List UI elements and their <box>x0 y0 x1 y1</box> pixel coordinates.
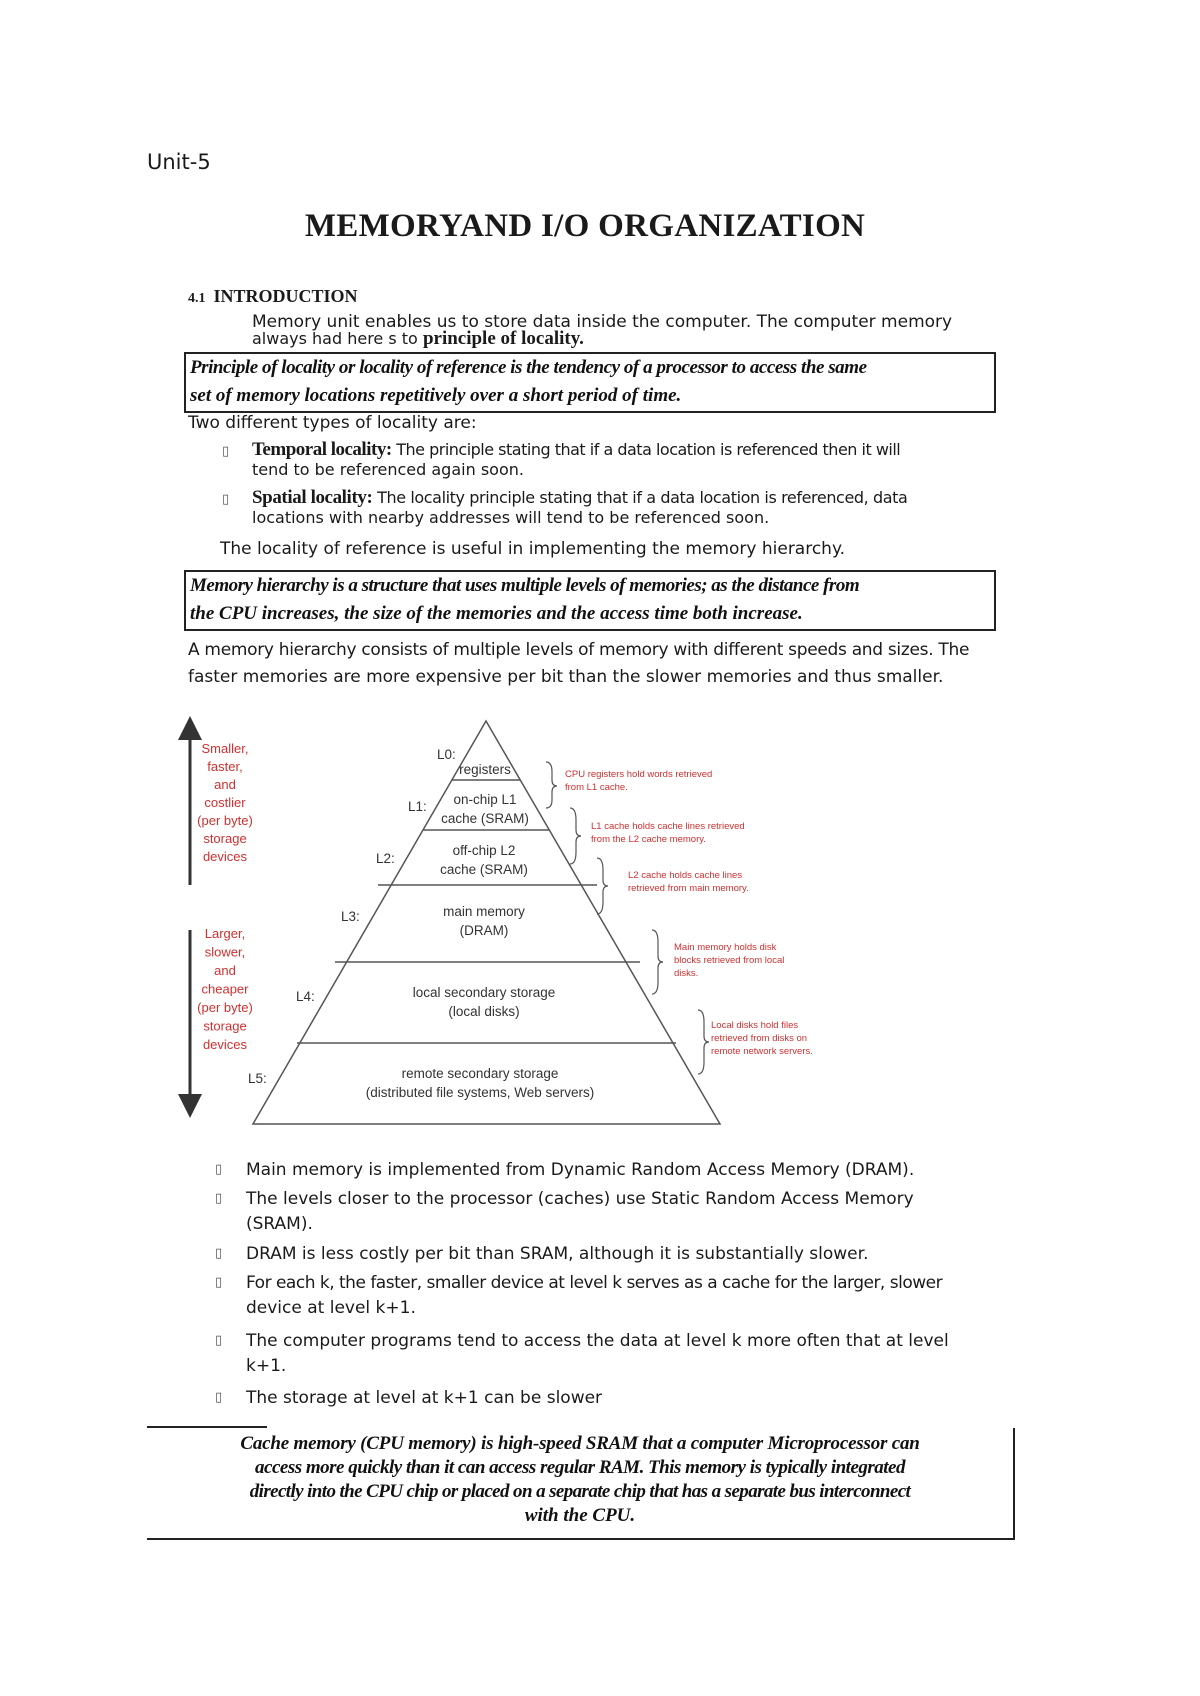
brace <box>570 808 581 864</box>
list-item <box>246 1386 602 1411</box>
spatial-locality-text-2: locations with nearby addresses will tend to be referenced soon. <box>252 508 770 527</box>
hierarchy-paragraph-line: A memory hierarchy consists of multiple levels of memory with different speeds and sizes. The <box>188 640 970 660</box>
principle-of-locality-term: principle of locality. <box>422 328 584 349</box>
level-note: CPU registers hold words retrieved <box>565 769 713 780</box>
cache-definition-line: directly into the CPU chip or placed on a separate chip that has a separate bus interconnect <box>249 1481 911 1502</box>
level-label: cache (SRAM) <box>440 862 528 877</box>
level-note: L1 cache holds cache lines retrieved <box>591 821 745 832</box>
cache-definition-line: access more quickly than it can access regular RAM. This memory is typically integrated <box>255 1457 905 1478</box>
cache-definition-line: with the CPU. <box>524 1505 636 1526</box>
bullet-icon: ▯ <box>215 1246 223 1261</box>
bullet-icon: ▯ <box>215 1275 223 1290</box>
temporal-locality-term: Temporal locality: <box>252 439 392 460</box>
bullet-icon: ▯ <box>215 1333 223 1348</box>
list-item-line: (SRAM). <box>246 1214 313 1234</box>
level-note: retrieved from disks on <box>711 1033 808 1044</box>
level-note: from L1 cache. <box>565 782 628 793</box>
level-label: on-chip L1 <box>453 792 517 807</box>
list-item-line: device at level k+1. <box>246 1298 416 1318</box>
list-item <box>246 1187 914 1237</box>
brace <box>597 858 608 914</box>
level-label: (local disks) <box>448 1004 520 1019</box>
list-item-line: DRAM is less costly per bit than SRAM, although it is substantially slower. <box>246 1244 869 1264</box>
left-caption-bottom-line: storage <box>203 1018 247 1034</box>
left-caption-top-line: storage <box>203 831 247 846</box>
hierarchy-paragraph-line: faster memories are more expensive per bit than the slower memories and thus smaller. <box>188 667 944 687</box>
page-title: MEMORYAND I/O ORGANIZATION <box>304 208 866 244</box>
level-note: remote network servers. <box>711 1046 813 1057</box>
level-label: cache (SRAM) <box>441 811 529 826</box>
list-item-line: Main memory is implemented from Dynamic Random Access Memory (DRAM). <box>246 1160 915 1180</box>
level-note: L2 cache holds cache lines <box>628 870 743 881</box>
list-item-line: The storage at level at k+1 can be slower <box>246 1388 603 1408</box>
level-label: main memory <box>443 904 525 919</box>
left-caption-bottom-line: cheaper <box>201 981 249 997</box>
level-note: Local disks hold files <box>711 1020 799 1031</box>
brace <box>698 1010 709 1074</box>
bullet-icon: ▯ <box>215 1191 223 1206</box>
locality-usefulness: The locality of reference is useful in implementing the memory hierarchy. <box>220 539 845 559</box>
list-item-line: k+1. <box>246 1356 287 1376</box>
spatial-locality-term: Spatial locality: <box>252 487 373 508</box>
level-tag: L4: <box>296 989 315 1004</box>
left-caption-top-line: (per byte) <box>197 813 253 828</box>
level-label: remote secondary storage <box>401 1066 559 1081</box>
section-title: INTRODUCTION <box>213 286 358 306</box>
level-label: off-chip L2 <box>452 843 516 858</box>
definition-line: set of memory locations repetitively over a short period of time. <box>190 385 682 406</box>
list-item-line: The computer programs tend to access the data at level k more often that at level <box>246 1331 949 1351</box>
definition-box-cache <box>147 1428 1015 1540</box>
level-tag: L1: <box>408 799 427 814</box>
section-number: 4.1 <box>188 291 206 306</box>
list-item <box>246 1242 868 1267</box>
level-tag: L3: <box>341 909 360 924</box>
level-tag: L5: <box>248 1071 267 1086</box>
left-caption-top-line: and <box>214 777 236 792</box>
bullet-icon: ▯ <box>215 1390 223 1405</box>
left-caption-top-line: faster, <box>207 759 243 774</box>
temporal-locality-text-2: tend to be referenced again soon. <box>252 460 524 479</box>
spatial-locality-text: The locality principle stating that if a data location is referenced, data <box>372 488 908 507</box>
box-top-rule <box>147 1426 267 1428</box>
left-caption-top-line: Smaller, <box>201 741 249 756</box>
locality-intro: Two different types of locality are: <box>188 413 477 433</box>
brace <box>546 762 557 808</box>
cache-definition-line: Cache memory (CPU memory) is high-speed SRAM that a computer Microprocessor can <box>240 1433 920 1454</box>
unit-label: Unit-5 <box>147 150 211 174</box>
left-caption-bottom-line: (per byte) <box>197 1000 253 1015</box>
list-item <box>246 1329 949 1379</box>
level-note: retrieved from main memory. <box>628 883 749 894</box>
temporal-locality-text: The principle stating that if a data location is referenced then it will <box>391 440 901 459</box>
list-item <box>246 1158 914 1183</box>
bullet-icon: ▯ <box>222 492 230 507</box>
level-label: (DRAM) <box>459 923 509 938</box>
list-item-line: The levels closer to the processor (caches) use Static Random Access Memory <box>246 1189 914 1209</box>
level-label: (distributed file systems, Web servers) <box>365 1085 595 1100</box>
intro-line-2-text: always had here s to <box>252 329 423 348</box>
level-note: from the L2 cache memory. <box>591 834 706 845</box>
left-caption-top-line: costlier <box>204 795 246 810</box>
level-label: registers <box>459 762 511 777</box>
level-note: blocks retrieved from local <box>674 955 785 966</box>
level-label: local secondary storage <box>412 985 556 1000</box>
brace <box>652 930 663 994</box>
level-note: Main memory holds disk <box>674 942 777 953</box>
left-caption-bottom-line: devices <box>202 1037 248 1052</box>
definition-line: the CPU increases, the size of the memories and the access time both increase. <box>190 603 803 624</box>
left-caption-bottom-line: Larger, <box>204 926 246 941</box>
list-item-line: For each k, the faster, smaller device at level k serves as a cache for the larger, slower <box>246 1273 943 1293</box>
level-tag: L2: <box>376 851 395 866</box>
bullet-icon: ▯ <box>222 444 230 459</box>
list-item <box>246 1271 942 1321</box>
level-tag: L0: <box>437 747 456 762</box>
intro-line-1: Memory unit enables us to store data inside the computer. The computer memory <box>252 312 953 332</box>
definition-line: Principle of locality or locality of reference is the tendency of a processor to access the same <box>190 357 867 378</box>
left-caption-top-line: devices <box>202 849 248 864</box>
definition-line: Memory hierarchy is a structure that uses multiple levels of memories; as the distance from <box>190 575 860 596</box>
bullet-icon: ▯ <box>215 1162 223 1177</box>
left-caption-bottom-line: and <box>214 963 236 978</box>
left-caption-bottom-line: slower, <box>204 944 246 960</box>
level-note: disks. <box>674 968 699 979</box>
